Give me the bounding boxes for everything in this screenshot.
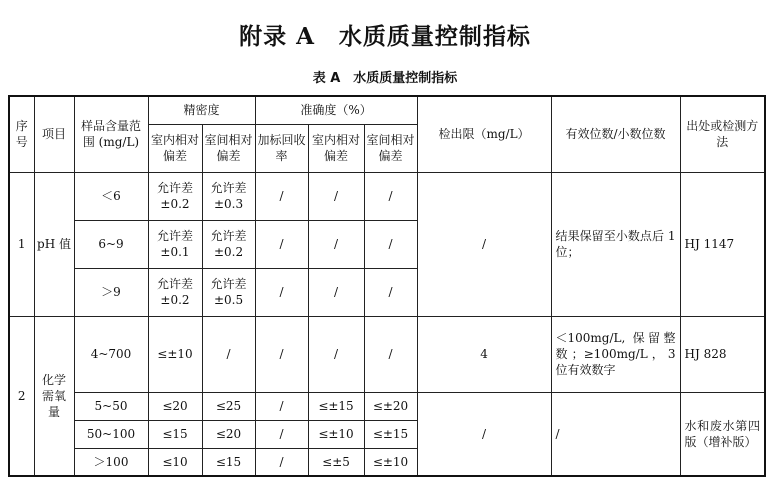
cell-precision-in: 允许差 ±0.2 (148, 172, 202, 220)
cell-seq: 2 (9, 316, 34, 476)
cell-accuracy-between: ≤±10 (364, 448, 417, 476)
cell-precision-in: ≤±10 (148, 316, 202, 392)
table-row (9, 392, 765, 420)
cell-detection-limit: 4 (417, 316, 551, 392)
cell-recovery: / (255, 316, 308, 392)
cell-precision-in: 允许差 ±0.2 (148, 268, 202, 316)
header-detection-limit: 检出限（mg/L） (417, 96, 551, 172)
header-recovery: 加标回收率 (255, 124, 308, 172)
cell-method: 水和废水第四版（增补版） (680, 392, 765, 476)
cell-precision-between: 允许差 ±0.3 (202, 172, 255, 220)
cell-precision-in: ≤10 (148, 448, 202, 476)
header-range: 样品含量范围 (mg/L) (74, 96, 148, 172)
cell-recovery: / (255, 392, 308, 420)
cell-method: HJ 828 (680, 316, 765, 392)
cell-digits: / (551, 392, 680, 476)
cell-range: ＞9 (74, 268, 148, 316)
cell-accuracy-between: / (364, 316, 417, 392)
cell-range: 4~700 (74, 316, 148, 392)
header-digits: 有效位数/小数位数 (551, 96, 680, 172)
header-accuracy-between-lab: 室间相对偏差 (364, 124, 417, 172)
cell-accuracy-in: ≤±10 (308, 420, 364, 448)
cell-precision-between: ≤25 (202, 392, 255, 420)
cell-detection-limit: / (417, 392, 551, 476)
cell-range: 6~9 (74, 220, 148, 268)
cell-accuracy-between: ≤±15 (364, 420, 417, 448)
cell-range: 50~100 (74, 420, 148, 448)
quality-control-table (8, 95, 766, 477)
cell-accuracy-in: ≤±15 (308, 392, 364, 420)
cell-method: HJ 1147 (680, 172, 765, 316)
cell-accuracy-in: / (308, 316, 364, 392)
cell-accuracy-in: / (308, 268, 364, 316)
cell-recovery: / (255, 420, 308, 448)
cell-precision-between: ≤20 (202, 420, 255, 448)
header-seq: 序号 (9, 96, 34, 172)
cell-precision-in: 允许差 ±0.1 (148, 220, 202, 268)
cell-accuracy-between: ≤±20 (364, 392, 417, 420)
cell-range: ＞100 (74, 448, 148, 476)
cell-precision-between: 允许差 ±0.2 (202, 220, 255, 268)
cell-accuracy-between: / (364, 172, 417, 220)
cell-recovery: / (255, 268, 308, 316)
header-precision-in-lab: 室内相对偏差 (148, 124, 202, 172)
header-accuracy-in-lab: 室内相对偏差 (308, 124, 364, 172)
cell-accuracy-between: / (364, 268, 417, 316)
cell-range: 5~50 (74, 392, 148, 420)
cell-precision-between: / (202, 316, 255, 392)
header-accuracy: 准确度（%） (255, 96, 417, 124)
table-row (9, 316, 765, 392)
cell-detection-limit: / (417, 172, 551, 316)
header-item: 项目 (34, 96, 74, 172)
cell-digits: 结果保留至小数点后 1 位； (551, 172, 680, 316)
cell-seq: 1 (9, 172, 34, 316)
cell-recovery: / (255, 172, 308, 220)
header-method: 出处或检测方法 (680, 96, 765, 172)
cell-accuracy-in: / (308, 220, 364, 268)
header-precision-between-lab: 室间相对偏差 (202, 124, 255, 172)
cell-precision-between: 允许差 ±0.5 (202, 268, 255, 316)
cell-accuracy-in: ≤±5 (308, 448, 364, 476)
cell-item: pH 值 (34, 172, 74, 316)
header-precision: 精密度 (148, 96, 255, 124)
cell-accuracy-in: / (308, 172, 364, 220)
cell-recovery: / (255, 448, 308, 476)
cell-item: 化学需氧量 (34, 316, 74, 476)
cell-digits: ＜100mg/L, 保留整数；≥100mg/L，3 位有效数字 (551, 316, 680, 392)
table-row (9, 172, 765, 220)
table-caption: 表 A 水质质量控制指标 (312, 71, 458, 86)
cell-precision-between: ≤15 (202, 448, 255, 476)
cell-precision-in: ≤15 (148, 420, 202, 448)
cell-range: ＜6 (74, 172, 148, 220)
cell-recovery: / (255, 220, 308, 268)
page-title: 附录 A 水质质量控制指标 (239, 23, 531, 50)
cell-accuracy-between: / (364, 220, 417, 268)
cell-precision-in: ≤20 (148, 392, 202, 420)
